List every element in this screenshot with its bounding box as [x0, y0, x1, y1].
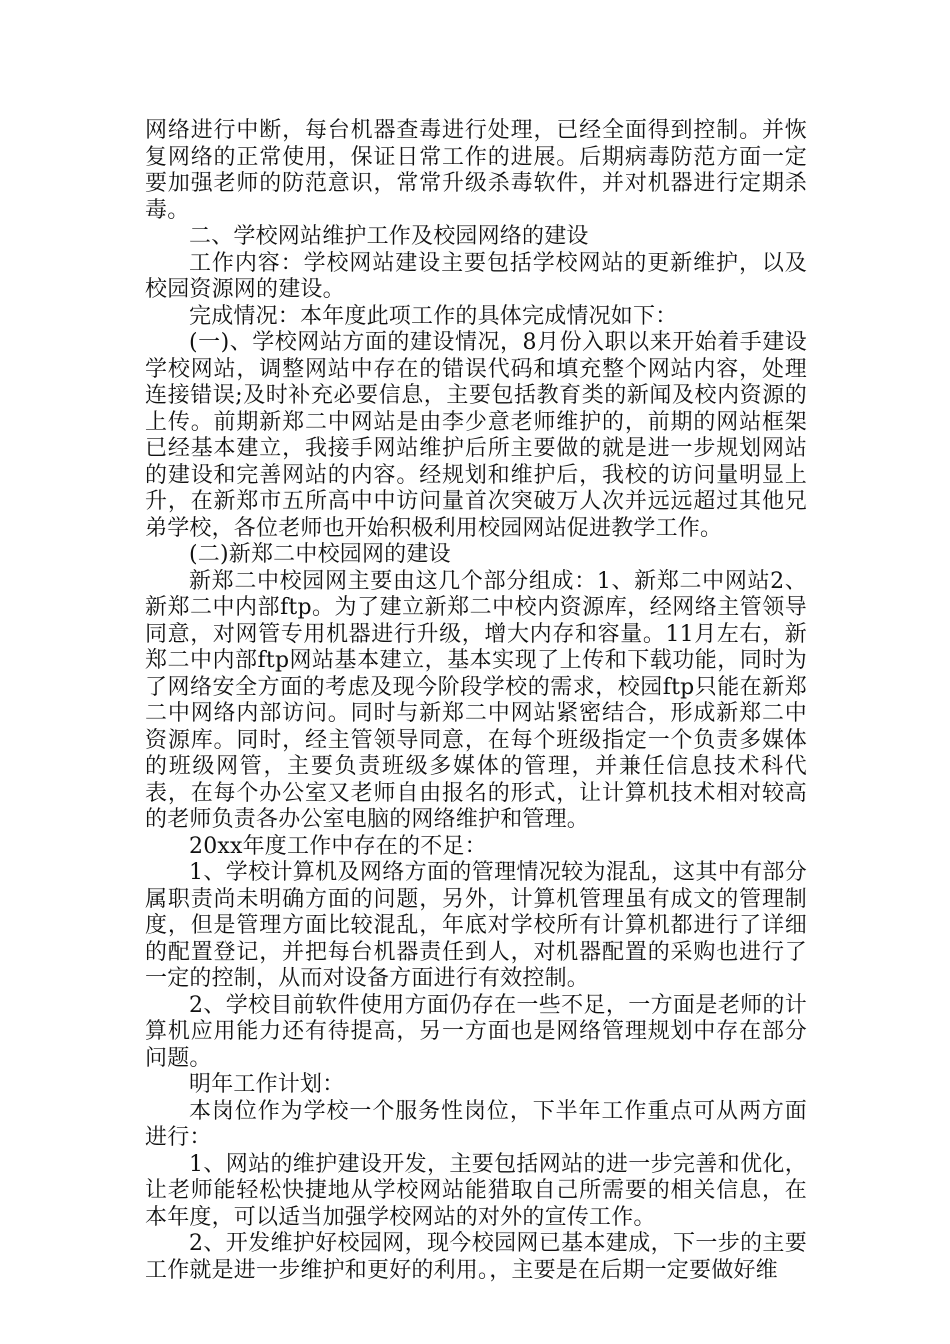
paragraph-campus-network: 新郑二中校园网主要由这几个部分组成：1、新郑二中网站2、新郑二中内部ftp。为了建立新郑二中校内资源库，经网络主管领导同意，对网管专用机器进行升级，增大内存和容量。11月左右，新郑二中内部ftp网站基本建立，基本实现了上传和下载功能，同时为了网络安全方面的考虑及现今阶段学校的需求，校园ftp只能在新郑二中网络内部访问。同时与新郑二中网站紧密结合，形成新郑二中资源库。同时，经主管领导同意，在每个班级指定一个负责多媒体的班级网管，主要负责班级多媒体的管理，并兼任信息技术科代表，在每个办公室又老师自由报名的形式，让计算机技术相对较高的老师负责各办公室电脑的网络维护和管理。 — [145, 568, 807, 832]
subheading-campus-network: (二)新郑二中校园网的建设 — [189, 542, 451, 567]
paragraph-shortcoming-1: 1、学校计算机及网络方面的管理情况较为混乱，这其中有部分属职责尚未明确方面的问题，另外，计算机管理虽有成文的管理制度，但是管理方面比较混乱，年底对学校所有计算机都进行了详细的配置登记，并把每台机器责任到人，对机器配置的采购也进行了一定的控制，从而对设备方面进行有效控制。 — [145, 860, 807, 991]
paragraph-plan-intro: 本岗位作为学校一个服务性岗位，下半年工作重点可从两方面进行： — [145, 1098, 807, 1150]
heading-next-year-plan: 明年工作计划： — [189, 1072, 345, 1097]
heading-shortcomings: 20xx年度工作中存在的不足： — [189, 833, 487, 859]
paragraph-completion: 完成情况：本年度此项工作的具体完成情况如下： — [189, 303, 678, 329]
paragraph-plan-1: 1、网站的维护建设开发，主要包括网站的进一步完善和优化，让老师能轻松快捷地从学校网站能猎取自己所需要的相关信息，在本年度，可以适当加强学校网站的对外的宣传工作。 — [145, 1151, 807, 1230]
paragraph-virus-handling: 网络进行中断，每台机器查毒进行处理，已经全面得到控制。并恢复网络的正常使用，保证日常工作的进展。后期病毒防范方面一定要加强老师的防范意识，常常升级杀毒软件，并对机器进行定期杀毒。 — [145, 118, 807, 223]
paragraph-plan-2: 2、开发维护好校园网，现今校园网已基本建成，下一步的主要工作就是进一步维护和更好的利用。，主要是在后期一定要做好维 — [145, 1231, 807, 1283]
paragraph-shortcoming-2: 2、学校目前软件使用方面仍存在一些不足，一方面是老师的计算机应用能力还有待提高，另一方面也是网络管理规划中存在部分问题。 — [145, 992, 807, 1071]
section-heading-website: 二、学校网站维护工作及校园网络的建设 — [189, 224, 589, 249]
paragraph-work-content: 工作内容：学校网站建设主要包括学校网站的更新维护，以及校园资源网的建设。 — [145, 250, 807, 302]
paragraph-website-construction: (一)、学校网站方面的建设情况，8月份入职以来开始着手建设学校网站，调整网站中存在的错误代码和填充整个网站内容，处理连接错误;及时补充必要信息，主要包括教育类的新闻及校内资源的上传。前期新郑二中网站是由李少意老师维护的，前期的网站框架已经基本建立，我接手网站维护后所主要做的就是进一步规划网站的建设和完善网站的内容。经规划和维护后，我校的访问量明显上升，在新郑市五所高中中访问量首次突破万人次并远远超过其他兄弟学校，各位老师也开始积极利用校园网站促进教学工作。 — [145, 330, 807, 541]
document-body — [145, 118, 807, 1284]
